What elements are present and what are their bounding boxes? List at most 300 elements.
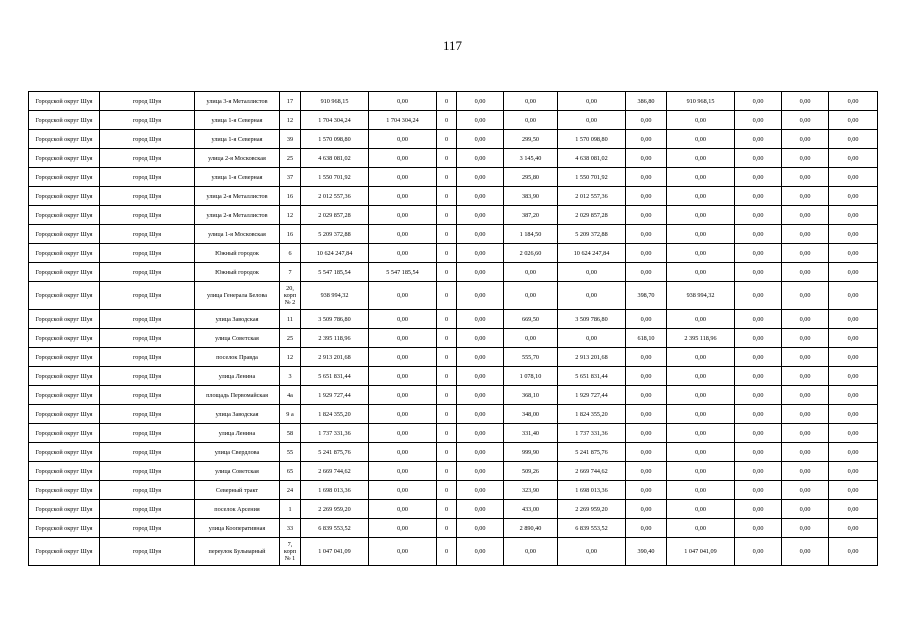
- house-number-cell: 11: [280, 310, 301, 329]
- total-cost-cell: 4 638 081,02: [301, 149, 369, 168]
- col-6-cell: 0,00: [369, 462, 437, 481]
- table-row: [29, 481, 878, 500]
- col-8-cell: 0,00: [457, 310, 504, 329]
- total-cost-cell: 2 012 557,36: [301, 187, 369, 206]
- table-row: [29, 367, 878, 386]
- col-6-cell: 0,00: [369, 225, 437, 244]
- col-6-cell: 0,00: [369, 500, 437, 519]
- total-cost-cell: 2 669 744,62: [301, 462, 369, 481]
- col-12-cell: 0,00: [667, 405, 735, 424]
- col-8-cell: 0,00: [457, 424, 504, 443]
- col-11-cell: 0,00: [626, 348, 667, 367]
- col-7-cell: 0: [437, 282, 457, 310]
- col-12-cell: 0,00: [667, 111, 735, 130]
- city-cell: город Шуя: [100, 519, 195, 538]
- table-row: [29, 130, 878, 149]
- table-row: [29, 187, 878, 206]
- total-cost-cell: 5 209 372,88: [301, 225, 369, 244]
- col-7-cell: 0: [437, 424, 457, 443]
- col-10-cell: 0,00: [558, 329, 626, 348]
- col-12-cell: 0,00: [667, 168, 735, 187]
- col-8-cell: 0,00: [457, 206, 504, 225]
- col-10-cell: 5 651 831,44: [558, 367, 626, 386]
- col-12-cell: 0,00: [667, 481, 735, 500]
- col-11-cell: 0,00: [626, 168, 667, 187]
- col-7-cell: 0: [437, 538, 457, 566]
- district-cell: Городской округ Шуя: [29, 92, 100, 111]
- district-cell: Городской округ Шуя: [29, 424, 100, 443]
- col-13-cell: 0,00: [735, 130, 782, 149]
- col-6-cell: 0,00: [369, 519, 437, 538]
- col-6-cell: 0,00: [369, 386, 437, 405]
- col-7-cell: 0: [437, 443, 457, 462]
- col-6-cell: 0,00: [369, 538, 437, 566]
- col-13-cell: 0,00: [735, 244, 782, 263]
- col-15-cell: 0,00: [829, 92, 878, 111]
- district-cell: Городской округ Шуя: [29, 130, 100, 149]
- street-cell: улица 1-я Северная: [195, 111, 280, 130]
- col-15-cell: 0,00: [829, 244, 878, 263]
- city-cell: город Шуя: [100, 329, 195, 348]
- col-12-cell: 0,00: [667, 130, 735, 149]
- col-10-cell: 0,00: [558, 263, 626, 282]
- col-7-cell: 0: [437, 481, 457, 500]
- total-cost-cell: 1 698 013,36: [301, 481, 369, 500]
- col-12-cell: 0,00: [667, 225, 735, 244]
- district-cell: Городской округ Шуя: [29, 348, 100, 367]
- table-row: [29, 111, 878, 130]
- col-10-cell: 0,00: [558, 92, 626, 111]
- table-row: [29, 538, 878, 566]
- col-15-cell: 0,00: [829, 168, 878, 187]
- col-13-cell: 0,00: [735, 111, 782, 130]
- district-cell: Городской округ Шуя: [29, 263, 100, 282]
- col-13-cell: 0,00: [735, 367, 782, 386]
- col-10-cell: 2 913 201,68: [558, 348, 626, 367]
- col-8-cell: 0,00: [457, 130, 504, 149]
- district-cell: Городской округ Шуя: [29, 367, 100, 386]
- col-10-cell: 1 698 013,36: [558, 481, 626, 500]
- col-9-cell: 3 145,40: [504, 149, 558, 168]
- table-row: [29, 405, 878, 424]
- col-13-cell: 0,00: [735, 206, 782, 225]
- col-8-cell: 0,00: [457, 386, 504, 405]
- total-cost-cell: 2 029 857,28: [301, 206, 369, 225]
- col-10-cell: 2 012 557,36: [558, 187, 626, 206]
- total-cost-cell: 3 509 786,80: [301, 310, 369, 329]
- col-15-cell: 0,00: [829, 481, 878, 500]
- col-9-cell: 368,10: [504, 386, 558, 405]
- col-11-cell: 0,00: [626, 462, 667, 481]
- col-11-cell: 0,00: [626, 130, 667, 149]
- col-12-cell: 0,00: [667, 187, 735, 206]
- col-7-cell: 0: [437, 111, 457, 130]
- col-15-cell: 0,00: [829, 367, 878, 386]
- col-7-cell: 0: [437, 244, 457, 263]
- col-13-cell: 0,00: [735, 500, 782, 519]
- col-7-cell: 0: [437, 225, 457, 244]
- col-9-cell: 387,20: [504, 206, 558, 225]
- col-11-cell: 0,00: [626, 386, 667, 405]
- city-cell: город Шуя: [100, 225, 195, 244]
- col-13-cell: 0,00: [735, 225, 782, 244]
- col-12-cell: 0,00: [667, 206, 735, 225]
- street-cell: улица 2-я Металлистов: [195, 187, 280, 206]
- col-11-cell: 0,00: [626, 310, 667, 329]
- city-cell: город Шуя: [100, 443, 195, 462]
- col-15-cell: 0,00: [829, 111, 878, 130]
- total-cost-cell: 5 547 185,54: [301, 263, 369, 282]
- district-cell: Городской округ Шуя: [29, 206, 100, 225]
- total-cost-cell: 1 047 041,09: [301, 538, 369, 566]
- street-cell: улица Свердлова: [195, 443, 280, 462]
- col-15-cell: 0,00: [829, 206, 878, 225]
- col-12-cell: 0,00: [667, 244, 735, 263]
- col-12-cell: 0,00: [667, 367, 735, 386]
- col-10-cell: 6 839 553,52: [558, 519, 626, 538]
- col-6-cell: 0,00: [369, 149, 437, 168]
- district-cell: Городской округ Шуя: [29, 310, 100, 329]
- street-cell: улица 1-я Московская: [195, 225, 280, 244]
- col-12-cell: 0,00: [667, 386, 735, 405]
- col-12-cell: 1 047 041,09: [667, 538, 735, 566]
- col-9-cell: 1 184,50: [504, 225, 558, 244]
- col-13-cell: 0,00: [735, 187, 782, 206]
- col-6-cell: 0,00: [369, 187, 437, 206]
- street-cell: Южный городок: [195, 263, 280, 282]
- col-6-cell: 0,00: [369, 130, 437, 149]
- col-12-cell: 910 968,15: [667, 92, 735, 111]
- street-cell: улица Ленина: [195, 367, 280, 386]
- col-7-cell: 0: [437, 206, 457, 225]
- col-15-cell: 0,00: [829, 225, 878, 244]
- col-8-cell: 0,00: [457, 405, 504, 424]
- col-9-cell: 2 026,60: [504, 244, 558, 263]
- district-cell: Городской округ Шуя: [29, 149, 100, 168]
- col-7-cell: 0: [437, 149, 457, 168]
- col-12-cell: 0,00: [667, 500, 735, 519]
- col-12-cell: 2 395 118,96: [667, 329, 735, 348]
- col-10-cell: 1 550 701,92: [558, 168, 626, 187]
- col-9-cell: 295,80: [504, 168, 558, 187]
- house-number-cell: 12: [280, 111, 301, 130]
- col-15-cell: 0,00: [829, 519, 878, 538]
- col-10-cell: 1 737 331,36: [558, 424, 626, 443]
- col-14-cell: 0,00: [782, 244, 829, 263]
- col-6-cell: 0,00: [369, 348, 437, 367]
- col-9-cell: 0,00: [504, 263, 558, 282]
- house-number-cell: 55: [280, 443, 301, 462]
- col-14-cell: 0,00: [782, 424, 829, 443]
- table-row: [29, 348, 878, 367]
- house-number-cell: 9 а: [280, 405, 301, 424]
- col-9-cell: 999,90: [504, 443, 558, 462]
- col-11-cell: 390,40: [626, 538, 667, 566]
- house-number-cell: 24: [280, 481, 301, 500]
- col-9-cell: 0,00: [504, 111, 558, 130]
- col-8-cell: 0,00: [457, 329, 504, 348]
- col-9-cell: 2 890,40: [504, 519, 558, 538]
- district-cell: Городской округ Шуя: [29, 111, 100, 130]
- house-number-cell: 17: [280, 92, 301, 111]
- table-row: [29, 519, 878, 538]
- house-number-cell: 20, корп № 2: [280, 282, 301, 310]
- street-cell: улица 2-я Московская: [195, 149, 280, 168]
- col-13-cell: 0,00: [735, 310, 782, 329]
- col-7-cell: 0: [437, 187, 457, 206]
- city-cell: город Шуя: [100, 130, 195, 149]
- district-cell: Городской округ Шуя: [29, 329, 100, 348]
- col-11-cell: 0,00: [626, 424, 667, 443]
- district-cell: Городской округ Шуя: [29, 282, 100, 310]
- col-8-cell: 0,00: [457, 263, 504, 282]
- data-table: [28, 91, 878, 566]
- col-12-cell: 0,00: [667, 149, 735, 168]
- col-9-cell: 331,40: [504, 424, 558, 443]
- col-14-cell: 0,00: [782, 519, 829, 538]
- col-7-cell: 0: [437, 92, 457, 111]
- col-15-cell: 0,00: [829, 443, 878, 462]
- street-cell: улица 3-я Металлистов: [195, 92, 280, 111]
- col-8-cell: 0,00: [457, 481, 504, 500]
- house-number-cell: 37: [280, 168, 301, 187]
- table-row: [29, 500, 878, 519]
- total-cost-cell: 1 824 355,20: [301, 405, 369, 424]
- house-number-cell: 25: [280, 149, 301, 168]
- col-13-cell: 0,00: [735, 282, 782, 310]
- city-cell: город Шуя: [100, 244, 195, 263]
- col-9-cell: 0,00: [504, 282, 558, 310]
- col-11-cell: 0,00: [626, 187, 667, 206]
- col-8-cell: 0,00: [457, 111, 504, 130]
- col-14-cell: 0,00: [782, 367, 829, 386]
- table-row: [29, 443, 878, 462]
- table-row: [29, 206, 878, 225]
- col-6-cell: 0,00: [369, 206, 437, 225]
- city-cell: город Шуя: [100, 348, 195, 367]
- col-14-cell: 0,00: [782, 92, 829, 111]
- col-14-cell: 0,00: [782, 443, 829, 462]
- col-8-cell: 0,00: [457, 168, 504, 187]
- col-14-cell: 0,00: [782, 149, 829, 168]
- col-8-cell: 0,00: [457, 462, 504, 481]
- col-7-cell: 0: [437, 462, 457, 481]
- district-cell: Городской округ Шуя: [29, 386, 100, 405]
- col-13-cell: 0,00: [735, 168, 782, 187]
- city-cell: город Шуя: [100, 481, 195, 500]
- street-cell: Южный городок: [195, 244, 280, 263]
- col-8-cell: 0,00: [457, 519, 504, 538]
- street-cell: улица Советская: [195, 462, 280, 481]
- col-15-cell: 0,00: [829, 462, 878, 481]
- table-row: [29, 329, 878, 348]
- col-10-cell: 1 824 355,20: [558, 405, 626, 424]
- col-13-cell: 0,00: [735, 92, 782, 111]
- street-cell: поселок Арсения: [195, 500, 280, 519]
- col-14-cell: 0,00: [782, 225, 829, 244]
- col-6-cell: 0,00: [369, 244, 437, 263]
- col-11-cell: 0,00: [626, 149, 667, 168]
- col-14-cell: 0,00: [782, 405, 829, 424]
- total-cost-cell: 10 624 247,84: [301, 244, 369, 263]
- col-9-cell: 433,00: [504, 500, 558, 519]
- house-number-cell: 12: [280, 348, 301, 367]
- col-14-cell: 0,00: [782, 168, 829, 187]
- col-11-cell: 0,00: [626, 367, 667, 386]
- col-6-cell: 0,00: [369, 92, 437, 111]
- col-9-cell: 669,50: [504, 310, 558, 329]
- col-8-cell: 0,00: [457, 500, 504, 519]
- col-8-cell: 0,00: [457, 367, 504, 386]
- col-10-cell: 2 029 857,28: [558, 206, 626, 225]
- col-9-cell: 383,90: [504, 187, 558, 206]
- table-row: [29, 462, 878, 481]
- col-6-cell: 0,00: [369, 481, 437, 500]
- col-12-cell: 0,00: [667, 443, 735, 462]
- col-13-cell: 0,00: [735, 386, 782, 405]
- district-cell: Городской округ Шуя: [29, 244, 100, 263]
- total-cost-cell: 1 929 727,44: [301, 386, 369, 405]
- house-number-cell: 16: [280, 225, 301, 244]
- col-8-cell: 0,00: [457, 443, 504, 462]
- col-12-cell: 938 994,32: [667, 282, 735, 310]
- col-15-cell: 0,00: [829, 130, 878, 149]
- col-14-cell: 0,00: [782, 500, 829, 519]
- col-9-cell: 555,70: [504, 348, 558, 367]
- col-7-cell: 0: [437, 386, 457, 405]
- house-number-cell: 1: [280, 500, 301, 519]
- col-13-cell: 0,00: [735, 329, 782, 348]
- col-14-cell: 0,00: [782, 282, 829, 310]
- col-8-cell: 0,00: [457, 92, 504, 111]
- table-row: [29, 386, 878, 405]
- city-cell: город Шуя: [100, 462, 195, 481]
- col-6-cell: 0,00: [369, 367, 437, 386]
- city-cell: город Шуя: [100, 424, 195, 443]
- street-cell: поселок Правда: [195, 348, 280, 367]
- col-6-cell: 0,00: [369, 443, 437, 462]
- house-number-cell: 6: [280, 244, 301, 263]
- street-cell: улица 2-я Металлистов: [195, 206, 280, 225]
- col-14-cell: 0,00: [782, 386, 829, 405]
- col-6-cell: 1 704 304,24: [369, 111, 437, 130]
- col-9-cell: 0,00: [504, 329, 558, 348]
- col-11-cell: 0,00: [626, 405, 667, 424]
- street-cell: улица 1-я Северная: [195, 168, 280, 187]
- col-7-cell: 0: [437, 405, 457, 424]
- col-7-cell: 0: [437, 263, 457, 282]
- street-cell: улица Советская: [195, 329, 280, 348]
- city-cell: город Шуя: [100, 367, 195, 386]
- city-cell: город Шуя: [100, 92, 195, 111]
- col-7-cell: 0: [437, 500, 457, 519]
- city-cell: город Шуя: [100, 310, 195, 329]
- col-11-cell: 0,00: [626, 519, 667, 538]
- city-cell: город Шуя: [100, 386, 195, 405]
- col-14-cell: 0,00: [782, 538, 829, 566]
- city-cell: город Шуя: [100, 263, 195, 282]
- col-14-cell: 0,00: [782, 130, 829, 149]
- house-number-cell: 33: [280, 519, 301, 538]
- col-8-cell: 0,00: [457, 282, 504, 310]
- city-cell: город Шуя: [100, 538, 195, 566]
- col-8-cell: 0,00: [457, 244, 504, 263]
- district-cell: Городской округ Шуя: [29, 225, 100, 244]
- col-9-cell: 323,90: [504, 481, 558, 500]
- street-cell: улица Кооперативная: [195, 519, 280, 538]
- col-14-cell: 0,00: [782, 206, 829, 225]
- col-7-cell: 0: [437, 348, 457, 367]
- col-13-cell: 0,00: [735, 519, 782, 538]
- total-cost-cell: 5 241 875,76: [301, 443, 369, 462]
- col-6-cell: 0,00: [369, 405, 437, 424]
- table-row: [29, 244, 878, 263]
- city-cell: город Шуя: [100, 187, 195, 206]
- col-15-cell: 0,00: [829, 386, 878, 405]
- col-9-cell: 1 078,10: [504, 367, 558, 386]
- col-14-cell: 0,00: [782, 111, 829, 130]
- table-row: [29, 92, 878, 111]
- city-cell: город Шуя: [100, 149, 195, 168]
- house-number-cell: 58: [280, 424, 301, 443]
- col-11-cell: 0,00: [626, 225, 667, 244]
- col-15-cell: 0,00: [829, 263, 878, 282]
- col-15-cell: 0,00: [829, 424, 878, 443]
- col-14-cell: 0,00: [782, 348, 829, 367]
- col-13-cell: 0,00: [735, 481, 782, 500]
- col-9-cell: 0,00: [504, 92, 558, 111]
- col-11-cell: 0,00: [626, 111, 667, 130]
- total-cost-cell: 1 704 304,24: [301, 111, 369, 130]
- district-cell: Городской округ Шуя: [29, 443, 100, 462]
- col-15-cell: 0,00: [829, 310, 878, 329]
- col-10-cell: 5 241 875,76: [558, 443, 626, 462]
- col-11-cell: 0,00: [626, 244, 667, 263]
- col-8-cell: 0,00: [457, 225, 504, 244]
- table-row: [29, 168, 878, 187]
- col-7-cell: 0: [437, 519, 457, 538]
- house-number-cell: 16: [280, 187, 301, 206]
- city-cell: город Шуя: [100, 282, 195, 310]
- col-15-cell: 0,00: [829, 329, 878, 348]
- house-number-cell: 12: [280, 206, 301, 225]
- district-cell: Городской округ Шуя: [29, 519, 100, 538]
- col-11-cell: 618,10: [626, 329, 667, 348]
- table-row: [29, 282, 878, 310]
- col-15-cell: 0,00: [829, 348, 878, 367]
- district-cell: Городской округ Шуя: [29, 462, 100, 481]
- col-7-cell: 0: [437, 130, 457, 149]
- col-9-cell: 509,26: [504, 462, 558, 481]
- district-cell: Городской округ Шуя: [29, 168, 100, 187]
- table-row: [29, 225, 878, 244]
- col-15-cell: 0,00: [829, 405, 878, 424]
- total-cost-cell: 1 737 331,36: [301, 424, 369, 443]
- col-13-cell: 0,00: [735, 462, 782, 481]
- col-10-cell: 5 209 372,88: [558, 225, 626, 244]
- col-11-cell: 0,00: [626, 481, 667, 500]
- col-12-cell: 0,00: [667, 519, 735, 538]
- city-cell: город Шуя: [100, 405, 195, 424]
- street-cell: площадь Первомайская: [195, 386, 280, 405]
- house-number-cell: 25: [280, 329, 301, 348]
- district-cell: Городской округ Шуя: [29, 405, 100, 424]
- col-7-cell: 0: [437, 329, 457, 348]
- street-cell: улица Генерала Белова: [195, 282, 280, 310]
- col-10-cell: 1 570 098,80: [558, 130, 626, 149]
- table-row: [29, 149, 878, 168]
- col-13-cell: 0,00: [735, 149, 782, 168]
